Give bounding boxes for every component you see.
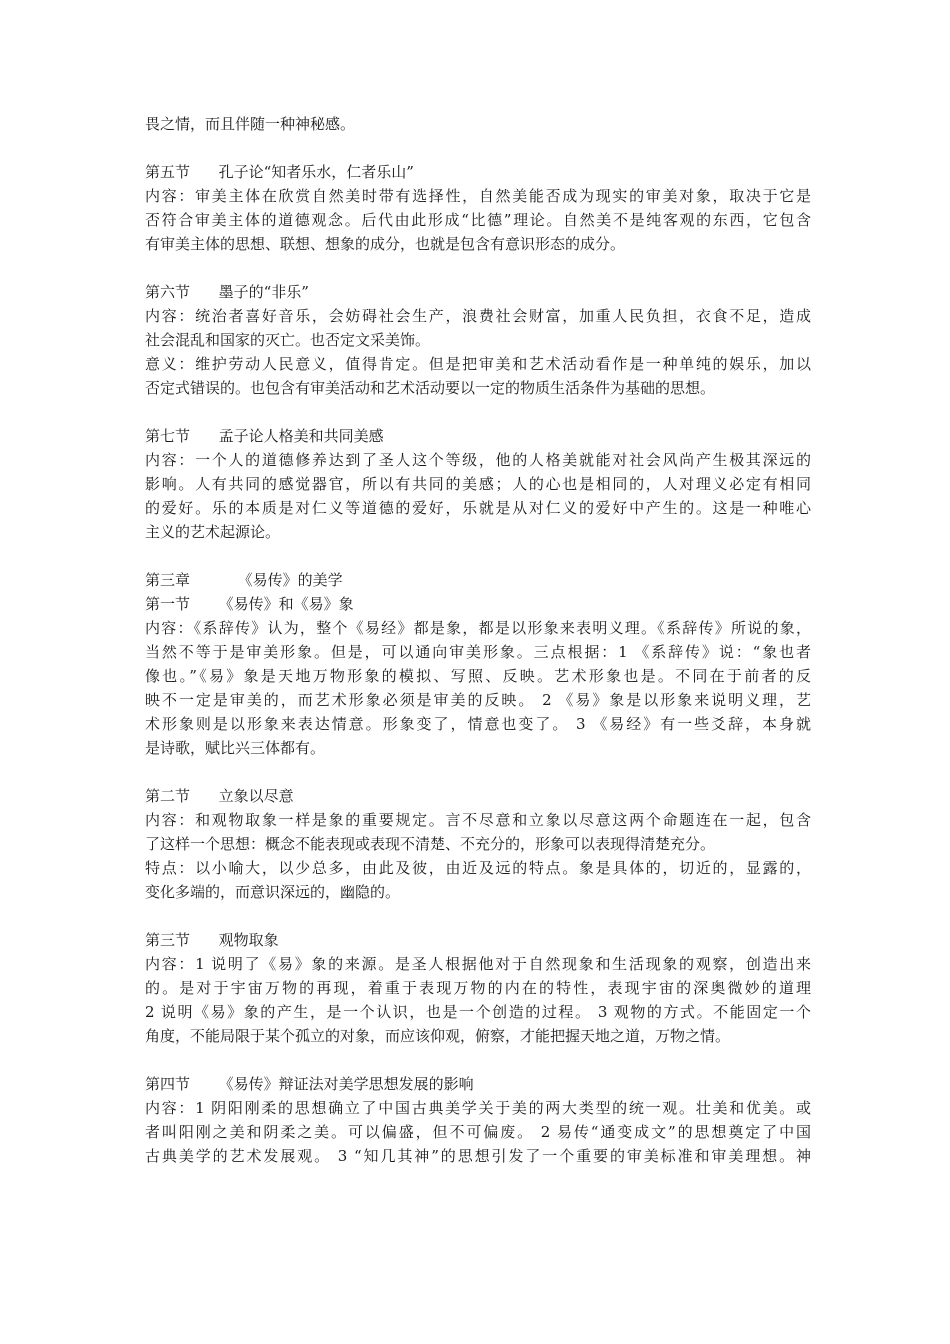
text-line: 映不一定是审美的，而艺术形象必须是审美的反映。 2 《易》象是以形象来说明义理，艺 [145, 691, 811, 709]
text-line: 内容：1 说明了《易》象的来源。是圣人根据他对于自然现象和生活现象的观察，创造出来 [145, 955, 811, 973]
section-heading: 第五节 孔子论“知者乐水，仁者乐山” [145, 163, 414, 181]
text-line: 内容：一个人的道德修养达到了圣人这个等级，他的人格美就能对社会风尚产生极其深远的 [145, 451, 811, 469]
text-line: 是诗歌，赋比兴三体都有。 [145, 739, 326, 757]
text-line: 内容：统治者喜好音乐，会妨碍社会生产，浪费社会财富，加重人民负担，衣食不足，造成 [145, 307, 811, 325]
text-line: 2 说明《易》象的产生，是一个认识，也是一个创造的过程。 3 观物的方式。不能固定一个 [145, 1003, 811, 1021]
paragraph-gap [145, 904, 811, 928]
text-line: 畏之情，而且伴随一种神秘感。 [145, 115, 356, 133]
section-heading: 第四节 《易传》辩证法对美学思想发展的影响 [145, 1075, 474, 1093]
chapter-heading: 第三章 《易传》的美学 [145, 571, 343, 589]
text-line: 有审美主体的思想、联想、想象的成分，也就是包含有意识形态的成分。 [145, 235, 626, 253]
text-line: 特点：以小喻大，以少总多，由此及彼，由近及远的特点。象是具体的，切近的，显露的， [145, 859, 811, 877]
paragraph-gap [145, 760, 811, 784]
section-heading: 第七节 孟子论人格美和共同美感 [145, 427, 384, 445]
text-line: 像也。”《易》象是天地万物形象的模拟、写照、反映。艺术形象也是。不同在于前者的反 [145, 667, 811, 685]
paragraph-gap [145, 544, 811, 568]
text-line: 当然不等于是审美形象。但是，可以通向审美形象。三点根据：1 《系辞传》说：“象也者 [145, 643, 811, 661]
text-line: 影响。人有共同的感觉器官，所以有共同的美感；人的心也是相同的，人对理义必定有相同 [145, 475, 811, 493]
text-line: 变化多端的，而意识深远的，幽隐的。 [145, 883, 401, 901]
text-line: 内容：《系辞传》认为，整个《易经》都是象，都是以形象来表明义理。《系辞传》所说的象， [145, 619, 811, 637]
text-line: 否符合审美主体的道德观念。后代由此形成“比德”理论。自然美不是纯客观的东西，它包含 [145, 211, 811, 229]
text-line: 了这样一个思想：概念不能表现或表现不清楚、不充分的，形象可以表现得清楚充分。 [145, 835, 716, 853]
paragraph-gap [145, 256, 811, 280]
text-line: 社会混乱和国家的灭亡。也否定文采美饰。 [145, 331, 431, 349]
text-line: 的爱好。乐的本质是对仁义等道德的爱好，乐就是从对仁义的爱好中产生的。这是一种唯心 [145, 499, 811, 517]
document-page [145, 112, 811, 1168]
text-line: 意义：维护劳动人民意义，值得肯定。但是把审美和艺术活动看作是一种单纯的娱乐，加以 [145, 355, 811, 373]
text-line: 主义的艺术起源论。 [145, 523, 281, 541]
paragraph-gap [145, 136, 811, 160]
section-heading: 第六节 墨子的“非乐” [145, 283, 309, 301]
text-line: 者叫阳刚之美和阴柔之美。可以偏盛，但不可偏废。 2 易传“通变成文”的思想奠定了中国 [145, 1123, 811, 1141]
text-line: 古典美学的艺术发展观。 3 “知几其神”的思想引发了一个重要的审美标准和审美理想。神 [145, 1147, 811, 1165]
section-heading: 第三节 观物取象 [145, 931, 279, 949]
text-line: 内容：审美主体在欣赏自然美时带有选择性，自然美能否成为现实的审美对象，取决于它是 [145, 187, 811, 205]
text-line: 角度，不能局限于某个孤立的对象，而应该仰观，俯察，才能把握天地之道，万物之情。 [145, 1027, 731, 1045]
section-heading: 第一节 《易传》和《易》象 [145, 595, 354, 613]
paragraph-gap [145, 1048, 811, 1072]
text-line: 否定式错误的。也包含有审美活动和艺术活动要以一定的物质生活条件为基础的思想。 [145, 379, 716, 397]
text-line: 术形象则是以形象来表达情意。形象变了，情意也变了。 3 《易经》有一些爻辞，本身就 [145, 715, 811, 733]
section-heading: 第二节 立象以尽意 [145, 787, 294, 805]
text-line: 的。是对于宇宙万物的再现，着重于表现万物的内在的特性，表现宇宙的深奥微妙的道理 [145, 979, 811, 997]
paragraph-gap [145, 400, 811, 424]
text-line: 内容：1 阴阳刚柔的思想确立了中国古典美学关于美的两大类型的统一观。壮美和优美。或 [145, 1099, 811, 1117]
text-line: 内容：和观物取象一样是象的重要规定。言不尽意和立象以尽意这两个命题连在一起，包含 [145, 811, 811, 829]
